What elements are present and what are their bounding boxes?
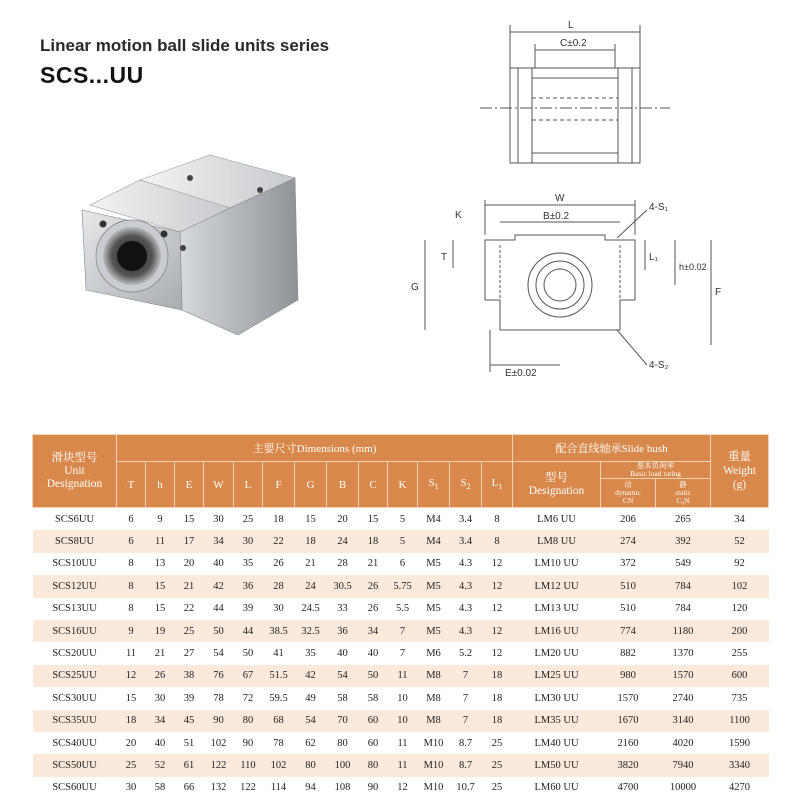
table-cell: 12 bbox=[482, 620, 513, 642]
table-cell: 15 bbox=[295, 508, 327, 531]
bush-model-header: 型号 Designation bbox=[513, 462, 601, 508]
table-row bbox=[33, 732, 769, 754]
table-cell: SCS30UU bbox=[33, 687, 117, 709]
table-cell: 38.5 bbox=[263, 620, 295, 642]
table-cell: 4.3 bbox=[450, 553, 482, 575]
table-cell: 22 bbox=[263, 530, 295, 552]
table-cell: 3.4 bbox=[450, 508, 482, 531]
table-cell: 42 bbox=[204, 575, 234, 597]
table-cell: 3340 bbox=[711, 754, 769, 776]
table-cell: 1570 bbox=[656, 665, 711, 687]
table-cell: 34 bbox=[146, 710, 175, 732]
table-row bbox=[33, 754, 769, 776]
table-cell: 20 bbox=[175, 553, 204, 575]
table-cell: 50 bbox=[234, 642, 263, 664]
table-row bbox=[33, 553, 769, 575]
table-cell: 50 bbox=[204, 620, 234, 642]
table-cell: 28 bbox=[263, 575, 295, 597]
table-cell: SCS13UU bbox=[33, 598, 117, 620]
table-cell: 70 bbox=[327, 710, 359, 732]
table-cell: 5.5 bbox=[388, 598, 418, 620]
table-cell: 1370 bbox=[656, 642, 711, 664]
table-cell: 34 bbox=[204, 530, 234, 552]
static-load-header: 静 static C₀N bbox=[656, 479, 711, 508]
table-cell: 12 bbox=[117, 665, 146, 687]
table-cell: 10 bbox=[388, 710, 418, 732]
table-cell: LM13 UU bbox=[513, 598, 601, 620]
table-cell: 52 bbox=[711, 530, 769, 552]
table-cell: 25 bbox=[482, 777, 513, 799]
table-cell: SCS60UU bbox=[33, 777, 117, 799]
table-cell: LM60 UU bbox=[513, 777, 601, 799]
table-cell: 30 bbox=[234, 530, 263, 552]
table-cell: 372 bbox=[601, 553, 656, 575]
table-cell: 8 bbox=[117, 598, 146, 620]
table-cell: 2160 bbox=[601, 732, 656, 754]
table-cell: 51.5 bbox=[263, 665, 295, 687]
dimensions-header: 主要尺寸Dimensions (mm) bbox=[117, 435, 513, 462]
table-cell: LM6 UU bbox=[513, 508, 601, 531]
dynamic-load-header: 动 dynamic CN bbox=[601, 479, 656, 508]
table-cell: 122 bbox=[204, 754, 234, 776]
table-cell: 54 bbox=[204, 642, 234, 664]
dim-s2-label: 4-S₂ bbox=[649, 360, 669, 371]
table-cell: 12 bbox=[482, 575, 513, 597]
table-cell: 27 bbox=[175, 642, 204, 664]
weight-header: 重量 Weight (g) bbox=[711, 435, 769, 508]
table-cell: LM12 UU bbox=[513, 575, 601, 597]
dim-column-header: $L_1$ bbox=[482, 462, 513, 508]
table-cell: 25 bbox=[175, 620, 204, 642]
table-cell: 52 bbox=[146, 754, 175, 776]
table-cell: 78 bbox=[204, 687, 234, 709]
table-cell: 12 bbox=[482, 598, 513, 620]
table-cell: 10 bbox=[388, 687, 418, 709]
dim-g-label: G bbox=[411, 282, 419, 293]
table-cell: 3140 bbox=[656, 710, 711, 732]
table-cell: M5 bbox=[418, 553, 450, 575]
table-cell: 15 bbox=[146, 598, 175, 620]
table-cell: 80 bbox=[327, 732, 359, 754]
table-cell: 34 bbox=[359, 620, 388, 642]
table-cell: 510 bbox=[601, 598, 656, 620]
table-cell: 90 bbox=[359, 777, 388, 799]
table-cell: SCS25UU bbox=[33, 665, 117, 687]
table-cell: 21 bbox=[175, 575, 204, 597]
table-cell: 274 bbox=[601, 530, 656, 552]
table-cell: 8 bbox=[482, 530, 513, 552]
table-cell: 18 bbox=[263, 508, 295, 531]
table-cell: 6 bbox=[117, 508, 146, 531]
table-cell: 25 bbox=[482, 754, 513, 776]
table-cell: 18 bbox=[482, 687, 513, 709]
table-cell: 59.5 bbox=[263, 687, 295, 709]
dim-l-label: L bbox=[568, 20, 574, 31]
table-cell: 265 bbox=[656, 508, 711, 531]
table-row bbox=[33, 665, 769, 687]
table-cell: 39 bbox=[175, 687, 204, 709]
table-cell: 30 bbox=[146, 687, 175, 709]
table-cell: 1670 bbox=[601, 710, 656, 732]
table-cell: 11 bbox=[388, 754, 418, 776]
table-cell: 5.2 bbox=[450, 642, 482, 664]
table-cell: 100 bbox=[327, 754, 359, 776]
table-cell: LM8 UU bbox=[513, 530, 601, 552]
table-cell: 36 bbox=[327, 620, 359, 642]
table-cell: 7 bbox=[450, 665, 482, 687]
table-cell: 206 bbox=[601, 508, 656, 531]
table-cell: LM35 UU bbox=[513, 710, 601, 732]
slide-unit-photo bbox=[70, 150, 310, 350]
table-cell: 15 bbox=[146, 575, 175, 597]
table-cell: 7 bbox=[450, 710, 482, 732]
table-cell: 24.5 bbox=[295, 598, 327, 620]
table-cell: 6 bbox=[388, 553, 418, 575]
table-cell: LM40 UU bbox=[513, 732, 601, 754]
table-cell: 51 bbox=[175, 732, 204, 754]
table-cell: 114 bbox=[263, 777, 295, 799]
dim-h-label: h±0.02 bbox=[679, 262, 707, 272]
table-cell: LM10 UU bbox=[513, 553, 601, 575]
table-cell: 66 bbox=[175, 777, 204, 799]
table-cell: 1570 bbox=[601, 687, 656, 709]
table-cell: 33 bbox=[327, 598, 359, 620]
series-subtitle: Linear motion ball slide units series bbox=[40, 36, 330, 55]
table-cell: 102 bbox=[263, 754, 295, 776]
table-cell: 255 bbox=[711, 642, 769, 664]
table-cell: 10.7 bbox=[450, 777, 482, 799]
series-title: SCS...UU bbox=[40, 62, 144, 88]
table-cell: 4.3 bbox=[450, 620, 482, 642]
table-cell: 8 bbox=[117, 553, 146, 575]
table-cell: SCS16UU bbox=[33, 620, 117, 642]
table-cell: 92 bbox=[711, 553, 769, 575]
table-cell: 8.7 bbox=[450, 732, 482, 754]
table-row bbox=[33, 777, 769, 799]
table-cell: M8 bbox=[418, 665, 450, 687]
dim-s1-label: 4-S₁ bbox=[649, 202, 668, 213]
table-cell: 50 bbox=[359, 665, 388, 687]
table-cell: M10 bbox=[418, 754, 450, 776]
table-cell: 78 bbox=[263, 732, 295, 754]
dim-k-label: K bbox=[455, 210, 462, 221]
table-cell: M5 bbox=[418, 620, 450, 642]
table-cell: 54 bbox=[327, 665, 359, 687]
table-cell: 24 bbox=[327, 530, 359, 552]
table-cell: 60 bbox=[359, 732, 388, 754]
table-cell: SCS35UU bbox=[33, 710, 117, 732]
table-cell: SCS20UU bbox=[33, 642, 117, 664]
table-row bbox=[33, 575, 769, 597]
table-row bbox=[33, 530, 769, 552]
table-cell: 62 bbox=[295, 732, 327, 754]
table-cell: 68 bbox=[263, 710, 295, 732]
table-cell: 1180 bbox=[656, 620, 711, 642]
table-cell: 35 bbox=[295, 642, 327, 664]
table-cell: 58 bbox=[327, 687, 359, 709]
table-cell: 784 bbox=[656, 598, 711, 620]
table-row bbox=[33, 598, 769, 620]
table-cell: 600 bbox=[711, 665, 769, 687]
front-view-drawing bbox=[395, 190, 725, 390]
table-cell: 15 bbox=[175, 508, 204, 531]
table-cell: 120 bbox=[711, 598, 769, 620]
table-cell: LM16 UU bbox=[513, 620, 601, 642]
table-cell: 60 bbox=[359, 710, 388, 732]
table-cell: 32.5 bbox=[295, 620, 327, 642]
table-cell: 30 bbox=[204, 508, 234, 531]
table-cell: 40 bbox=[327, 642, 359, 664]
table-cell: 3820 bbox=[601, 754, 656, 776]
dim-column-header: G bbox=[295, 462, 327, 508]
table-cell: 25 bbox=[234, 508, 263, 531]
table-cell: 2740 bbox=[656, 687, 711, 709]
table-cell: 18 bbox=[117, 710, 146, 732]
table-cell: 41 bbox=[263, 642, 295, 664]
table-cell: 45 bbox=[175, 710, 204, 732]
table-cell: 42 bbox=[295, 665, 327, 687]
table-cell: 18 bbox=[482, 710, 513, 732]
table-cell: 36 bbox=[234, 575, 263, 597]
table-cell: 12 bbox=[388, 777, 418, 799]
table-cell: SCS50UU bbox=[33, 754, 117, 776]
table-cell: M8 bbox=[418, 687, 450, 709]
table-cell: 18 bbox=[295, 530, 327, 552]
table-cell: 17 bbox=[175, 530, 204, 552]
table-cell: 26 bbox=[359, 575, 388, 597]
table-cell: 200 bbox=[711, 620, 769, 642]
table-cell: 12 bbox=[482, 642, 513, 664]
table-cell: 549 bbox=[656, 553, 711, 575]
table-cell: SCS10UU bbox=[33, 553, 117, 575]
table-cell: SCS6UU bbox=[33, 508, 117, 531]
table-cell: 80 bbox=[234, 710, 263, 732]
table-cell: 9 bbox=[117, 620, 146, 642]
dim-column-header: L bbox=[234, 462, 263, 508]
table-cell: LM50 UU bbox=[513, 754, 601, 776]
table-cell: 26 bbox=[263, 553, 295, 575]
table-cell: 21 bbox=[146, 642, 175, 664]
table-cell: 784 bbox=[656, 575, 711, 597]
dim-column-header: F bbox=[263, 462, 295, 508]
table-cell: SCS40UU bbox=[33, 732, 117, 754]
table-cell: 11 bbox=[388, 665, 418, 687]
dim-b-label: B±0.2 bbox=[543, 211, 570, 222]
dim-f-label: F bbox=[715, 287, 722, 298]
dim-l1-label: L₁ bbox=[649, 252, 658, 263]
table-cell: 18 bbox=[359, 530, 388, 552]
dim-c-label: C±0.2 bbox=[560, 38, 587, 49]
table-cell: SCS12UU bbox=[33, 575, 117, 597]
table-cell: 58 bbox=[359, 687, 388, 709]
load-rating-header: 基本负荷率 Basic load rating bbox=[601, 462, 711, 479]
table-cell: 7 bbox=[388, 642, 418, 664]
slide-bush-header: 配合直线轴承Slide bush bbox=[513, 435, 711, 462]
dim-column-header: E bbox=[175, 462, 204, 508]
dim-w-label: W bbox=[555, 193, 565, 204]
table-cell: M5 bbox=[418, 598, 450, 620]
table-cell: 35 bbox=[234, 553, 263, 575]
table-cell: 8 bbox=[117, 575, 146, 597]
table-cell: 26 bbox=[359, 598, 388, 620]
table-row bbox=[33, 642, 769, 664]
table-cell: 40 bbox=[359, 642, 388, 664]
table-cell: M6 bbox=[418, 642, 450, 664]
table-cell: 9 bbox=[146, 508, 175, 531]
dim-column-header: C bbox=[359, 462, 388, 508]
table-cell: 44 bbox=[234, 620, 263, 642]
table-cell: 4700 bbox=[601, 777, 656, 799]
table-cell: 4270 bbox=[711, 777, 769, 799]
table-cell: 15 bbox=[117, 687, 146, 709]
table-cell: SCS8UU bbox=[33, 530, 117, 552]
table-cell: 40 bbox=[146, 732, 175, 754]
table-cell: M4 bbox=[418, 530, 450, 552]
table-cell: M5 bbox=[418, 575, 450, 597]
table-cell: LM30 UU bbox=[513, 687, 601, 709]
table-cell: 510 bbox=[601, 575, 656, 597]
table-cell: LM25 UU bbox=[513, 665, 601, 687]
table-cell: 8.7 bbox=[450, 754, 482, 776]
table-cell: 39 bbox=[234, 598, 263, 620]
table-cell: 34 bbox=[711, 508, 769, 531]
table-cell: 21 bbox=[295, 553, 327, 575]
table-cell: M10 bbox=[418, 732, 450, 754]
table-cell: 102 bbox=[711, 575, 769, 597]
table-cell: 11 bbox=[146, 530, 175, 552]
table-cell: 25 bbox=[482, 732, 513, 754]
table-cell: 44 bbox=[204, 598, 234, 620]
table-cell: 38 bbox=[175, 665, 204, 687]
table-cell: 28 bbox=[327, 553, 359, 575]
table-cell: 108 bbox=[327, 777, 359, 799]
table-cell: 12 bbox=[482, 553, 513, 575]
table-cell: 11 bbox=[117, 642, 146, 664]
table-cell: 6 bbox=[117, 530, 146, 552]
table-cell: 26 bbox=[146, 665, 175, 687]
table-row bbox=[33, 710, 769, 732]
table-cell: 67 bbox=[234, 665, 263, 687]
table-cell: 61 bbox=[175, 754, 204, 776]
table-cell: 80 bbox=[295, 754, 327, 776]
table-cell: 94 bbox=[295, 777, 327, 799]
table-cell: 7 bbox=[388, 620, 418, 642]
dim-column-header: h bbox=[146, 462, 175, 508]
table-row bbox=[33, 687, 769, 709]
top-view-drawing bbox=[460, 10, 690, 180]
table-cell: M4 bbox=[418, 508, 450, 531]
unit-designation-header: 滑块型号 Unit Designation bbox=[33, 435, 117, 508]
table-cell: M10 bbox=[418, 777, 450, 799]
table-cell: 18 bbox=[482, 665, 513, 687]
table-cell: 20 bbox=[117, 732, 146, 754]
table-cell: 882 bbox=[601, 642, 656, 664]
table-row bbox=[33, 508, 769, 531]
table-cell: 4.3 bbox=[450, 575, 482, 597]
table-cell: 20 bbox=[327, 508, 359, 531]
dim-e-label: E±0.02 bbox=[505, 368, 537, 379]
table-cell: 90 bbox=[234, 732, 263, 754]
dim-t-label: T bbox=[441, 252, 448, 263]
table-cell: 76 bbox=[204, 665, 234, 687]
table-cell: 25 bbox=[117, 754, 146, 776]
table-cell: 4020 bbox=[656, 732, 711, 754]
table-cell: 392 bbox=[656, 530, 711, 552]
table-cell: 980 bbox=[601, 665, 656, 687]
table-cell: 40 bbox=[204, 553, 234, 575]
table-cell: 3.4 bbox=[450, 530, 482, 552]
table-cell: LM20 UU bbox=[513, 642, 601, 664]
specification-rows bbox=[33, 508, 769, 800]
table-cell: 5 bbox=[388, 530, 418, 552]
dim-column-header: $S_1$ bbox=[418, 462, 450, 508]
table-cell: 22 bbox=[175, 598, 204, 620]
table-cell: 21 bbox=[359, 553, 388, 575]
specification-table bbox=[32, 434, 769, 799]
table-cell: 1100 bbox=[711, 710, 769, 732]
dim-column-header: $S_2$ bbox=[450, 462, 482, 508]
dim-column-header: W bbox=[204, 462, 234, 508]
table-cell: 24 bbox=[295, 575, 327, 597]
table-cell: 11 bbox=[388, 732, 418, 754]
table-cell: 80 bbox=[359, 754, 388, 776]
table-cell: 19 bbox=[146, 620, 175, 642]
table-cell: 90 bbox=[204, 710, 234, 732]
table-cell: 4.3 bbox=[450, 598, 482, 620]
table-cell: 54 bbox=[295, 710, 327, 732]
table-cell: 5 bbox=[388, 508, 418, 531]
table-cell: 735 bbox=[711, 687, 769, 709]
table-cell: 58 bbox=[146, 777, 175, 799]
table-cell: M8 bbox=[418, 710, 450, 732]
table-cell: 1590 bbox=[711, 732, 769, 754]
table-cell: 5.75 bbox=[388, 575, 418, 597]
table-cell: 7940 bbox=[656, 754, 711, 776]
table-cell: 49 bbox=[295, 687, 327, 709]
dim-column-header: T bbox=[117, 462, 146, 508]
table-cell: 110 bbox=[234, 754, 263, 776]
table-row bbox=[33, 620, 769, 642]
dim-column-header: B bbox=[327, 462, 359, 508]
table-cell: 10000 bbox=[656, 777, 711, 799]
table-cell: 72 bbox=[234, 687, 263, 709]
table-cell: 7 bbox=[450, 687, 482, 709]
dim-column-header: K bbox=[388, 462, 418, 508]
table-cell: 774 bbox=[601, 620, 656, 642]
table-cell: 102 bbox=[204, 732, 234, 754]
table-cell: 8 bbox=[482, 508, 513, 531]
table-cell: 132 bbox=[204, 777, 234, 799]
table-cell: 30 bbox=[117, 777, 146, 799]
table-cell: 15 bbox=[359, 508, 388, 531]
table-cell: 30 bbox=[263, 598, 295, 620]
table-cell: 30.5 bbox=[327, 575, 359, 597]
table-cell: 13 bbox=[146, 553, 175, 575]
table-cell: 122 bbox=[234, 777, 263, 799]
